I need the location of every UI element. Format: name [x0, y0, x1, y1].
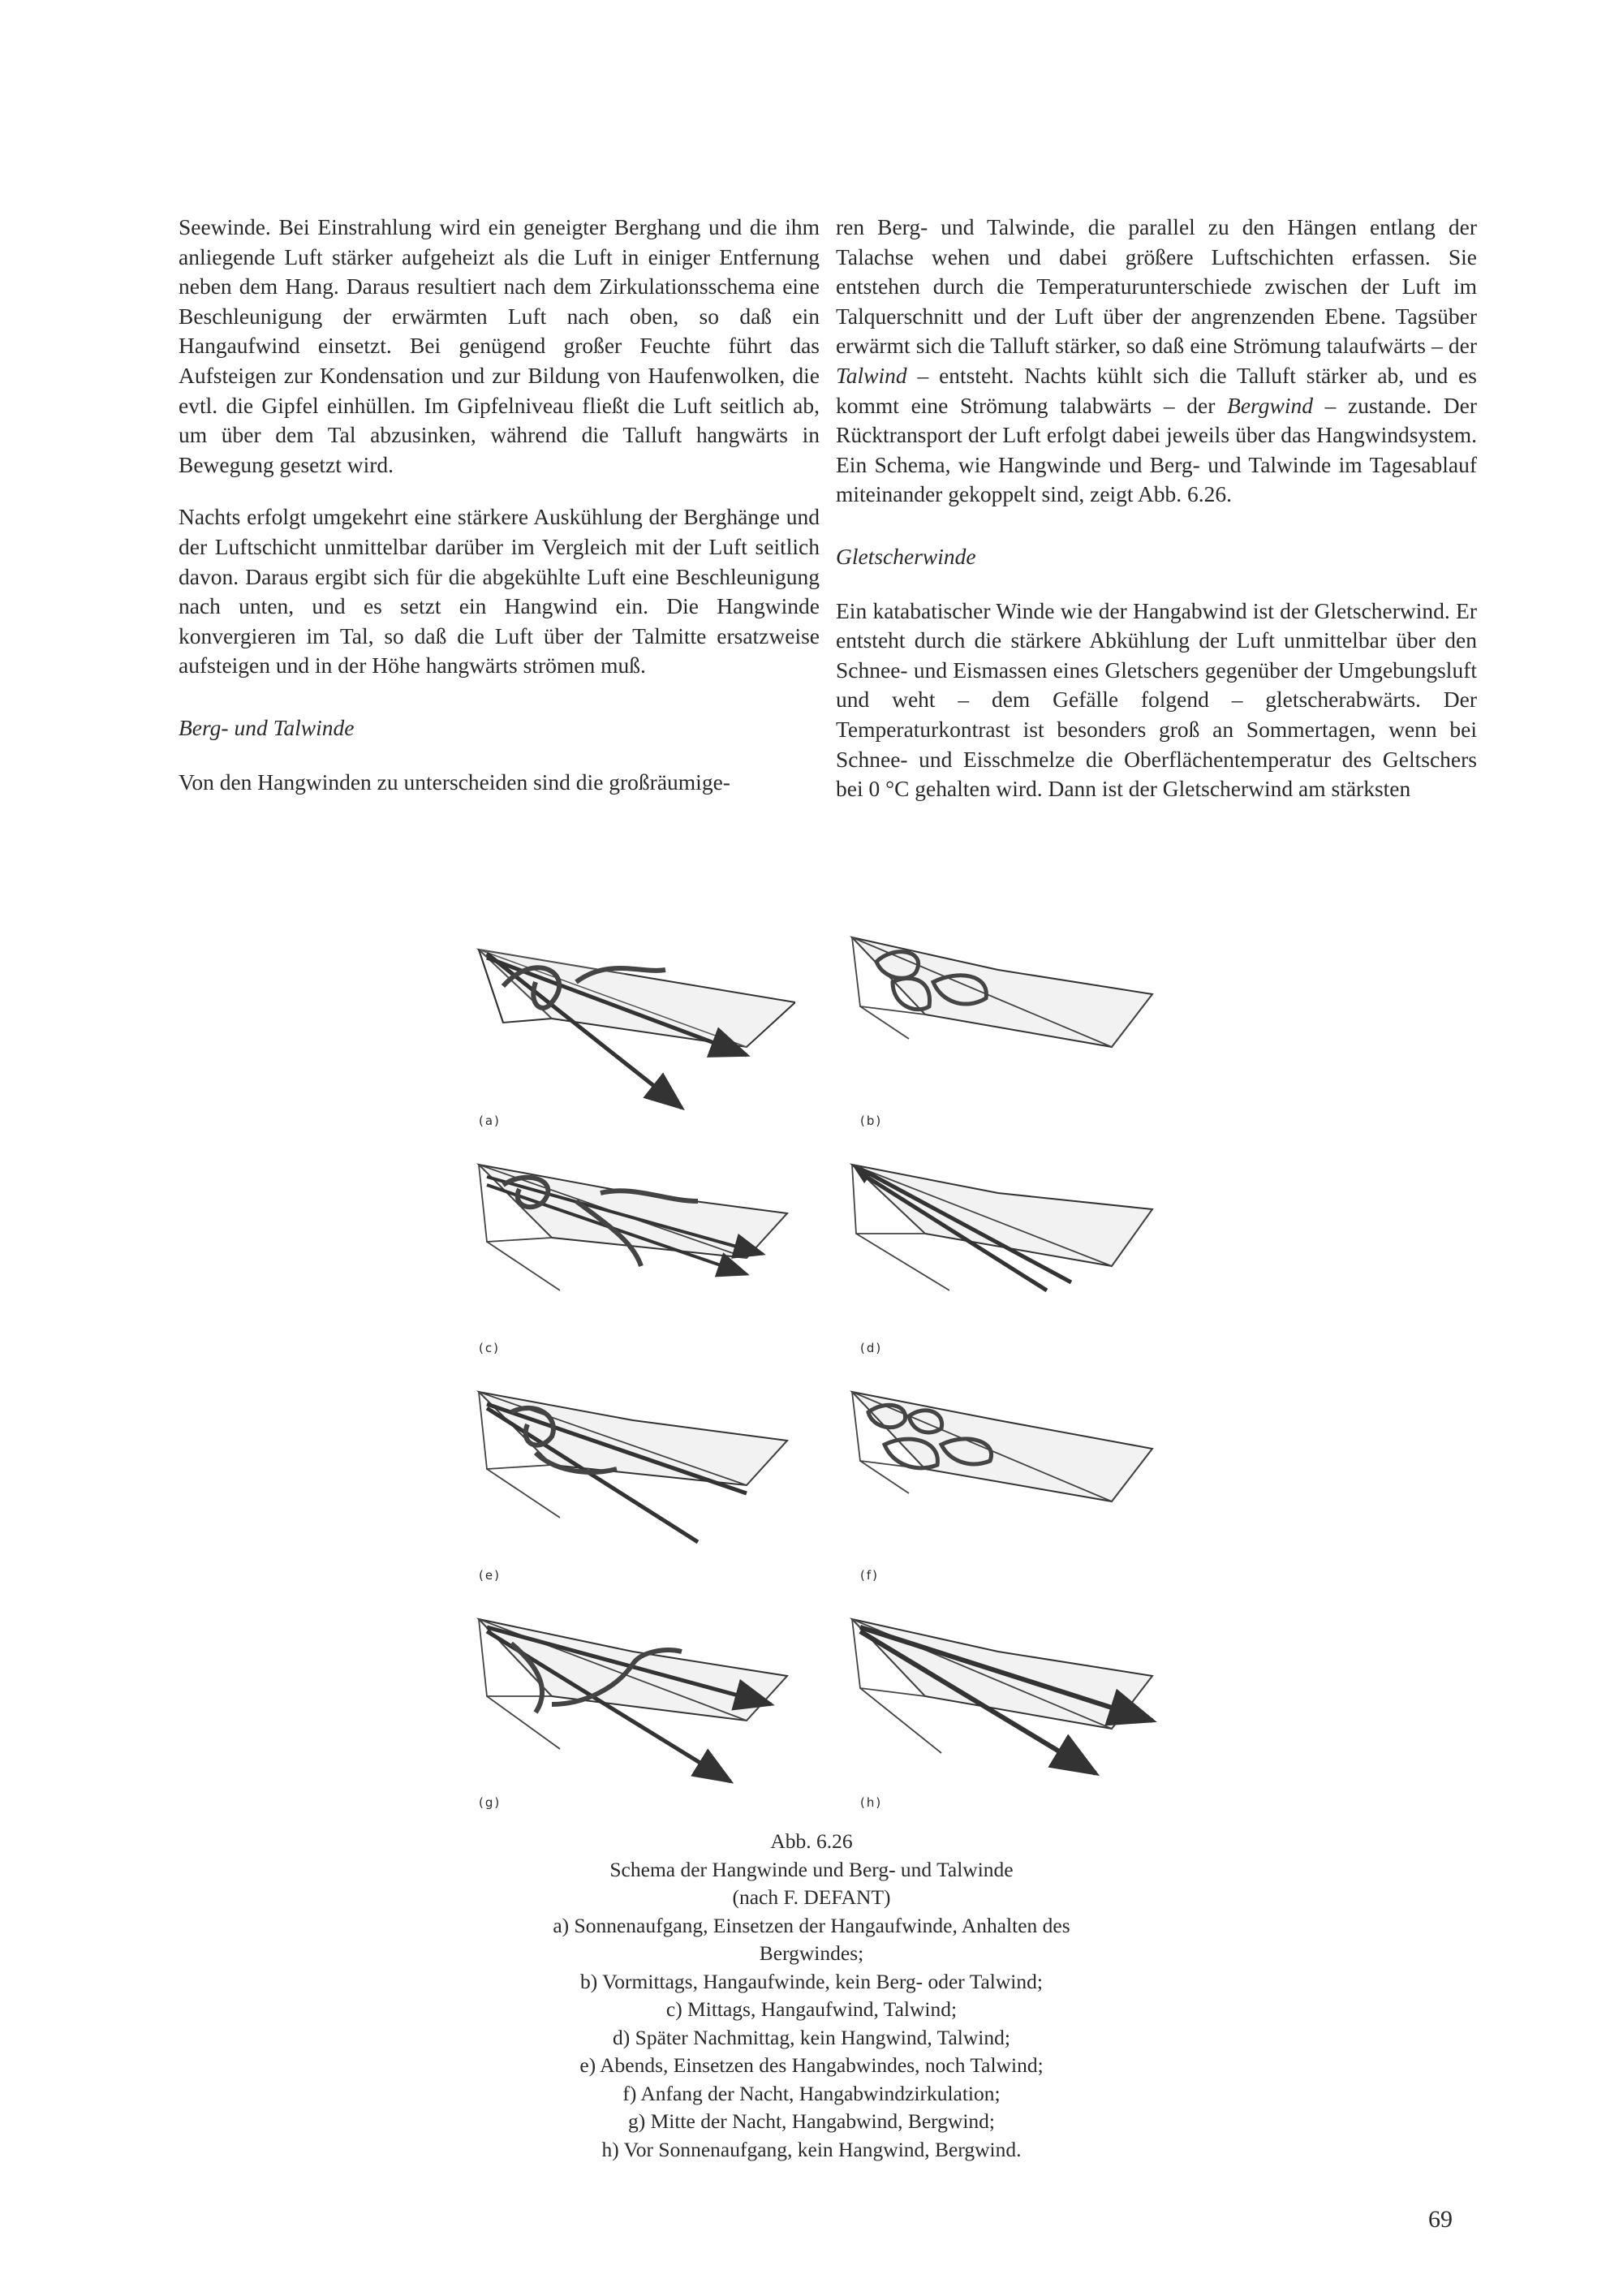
caption-title: Schema der Hangwinde und Berg- und Talwinde — [609, 1857, 1014, 1881]
left-text-column — [179, 213, 820, 820]
diagram-panel-h — [836, 1607, 1177, 1810]
page-number: 69 — [1428, 2206, 1453, 2233]
panel-label: (b) — [860, 1114, 883, 1128]
caption-item: g) Mitte der Nacht, Hangabwind, Bergwind; — [627, 2109, 996, 2133]
caption-item: c) Mittags, Hangaufwind, Talwind; — [665, 1997, 958, 2021]
diagram-panel-c — [454, 1152, 795, 1355]
caption-number: Abb. 6.26 — [770, 1829, 853, 1853]
paragraph: Von den Hangwinden zu unterscheiden sind die großräumige- — [179, 769, 730, 795]
diagram-panel-a — [454, 925, 795, 1128]
paragraph: Seewinde. Bei Einstrahlung wird ein geneigter Berghang und die ihm anliegende Luft stärker aufgeheizt als die Luft in einiger Entfernung neben dem Hang. Daraus resultiert nach dem Zirkulationsschema eine Beschleunigung der erwärmten Luft nach oben, so daß ein Hangaufwind einsetzt. Bei genügend großer Feuchte führt das Aufsteigen zur Kondensation und zur Bildung von Haufenwolken, die evtl. die Gipfel einhüllen. Im Gipfelniveau fließt die Luft seitlich ab, um über dem Tal abzusinken, während die Talluft hangwärts in Bewegung gesetzt wird. — [179, 214, 820, 477]
paragraph: ren Berg- und Talwinde, die parallel zu den Hängen entlang der Talachse wehen und dabei größere Luftschichten erfassen. Sie entstehen durch die Temperaturunterschiede zwischen der Luft im Talquerschnitt und der Luft über der angrenzenden Ebene. Tagsüber erwärmt sich die Talluft stärker, so daß eine Strömung talaufwärts – der Talwind – entsteht. Nachts kühlt sich die Talluft stärker ab, und es kommt eine Strömung talabwärts – der Bergwind – zustande. Der Rücktransport der Luft erfolgt dabei jeweils über das Hangwindsystem. Ein Schema, wie Hangwinde und Berg- und Talwinde im Tagesablauf miteinander gekoppelt sind, zeigt Abb. 6.26. — [836, 214, 1478, 507]
panel-label: (e) — [479, 1568, 501, 1583]
caption-item: Bergwindes; — [759, 1941, 864, 1965]
caption-item: a) Sonnenaufgang, Einsetzen der Hangaufwinde, Anhalten des — [553, 1913, 1070, 1937]
term-bergwind: Bergwind — [1227, 392, 1313, 418]
diagram-panel-f — [836, 1380, 1177, 1583]
diagram-panel-d — [836, 1152, 1177, 1355]
caption-item: f) Anfang der Nacht, Hangabwindzirkulation; — [622, 2081, 1001, 2105]
section-heading: Gletscherwinde — [836, 543, 976, 569]
diagram-panel-g — [454, 1607, 795, 1810]
figure-caption — [438, 1828, 1185, 2164]
paragraph: Nachts erfolgt umgekehrt eine stärkere Auskühlung der Berghänge und der Luftschicht unmittelbar darüber im Vergleich mit der Luft seitlich davon. Daraus ergibt sich für die abgekühlte Luft eine Beschleunigung nach unten, und es setzt ein Hangwind ein. Die Hangwinde konvergieren im Tal, so daß die Luft über der Talmitte ersatzweise aufsteigen und in der Höhe hangwärts strömen muß. — [179, 504, 820, 678]
caption-item: h) Vor Sonnenaufgang, kein Hangwind, Bergwind. — [601, 2137, 1022, 2161]
caption-source: (nach F. DEFANT) — [732, 1885, 891, 1909]
panel-label: (f) — [860, 1568, 879, 1583]
panel-label: (g) — [479, 1795, 502, 1810]
panel-label: (d) — [860, 1341, 883, 1355]
section-heading: Berg- und Talwinde — [179, 714, 355, 740]
diagram-panel-b — [836, 925, 1177, 1128]
panel-label: (h) — [860, 1795, 883, 1810]
paragraph: Ein katabatischer Winde wie der Hangabwind ist der Gletscherwind. Er entsteht durch die stärkere Abkühlung der Luft unmittelbar über den Schnee- und Eismassen eines Gletschers gegenüber der Umgebungsluft und weht – dem Gefälle folgend – gletscherabwärts. Der Temperaturkontrast ist besonders groß an Sommertagen, wenn bei Schnee- und Eisschmelze die Oberflächentemperatur des Geltschers bei 0 °C gehalten wird. Dann ist der Gletscherwind am stärksten — [836, 597, 1477, 802]
panel-label: (c) — [479, 1341, 500, 1355]
term-talwind: Talwind — [836, 362, 907, 388]
caption-item: e) Abends, Einsetzen des Hangabwindes, noch Talwind; — [579, 2053, 1044, 2077]
panel-label: (a) — [479, 1114, 501, 1128]
caption-item: b) Vormittags, Hangaufwinde, kein Berg- oder Talwind; — [580, 1969, 1043, 1993]
valley-wind-figure — [454, 925, 1185, 1826]
right-text-column — [836, 213, 1477, 827]
diagram-panel-e — [454, 1380, 795, 1583]
caption-item: d) Später Nachmittag, kein Hangwind, Talwind; — [613, 2025, 1010, 2049]
